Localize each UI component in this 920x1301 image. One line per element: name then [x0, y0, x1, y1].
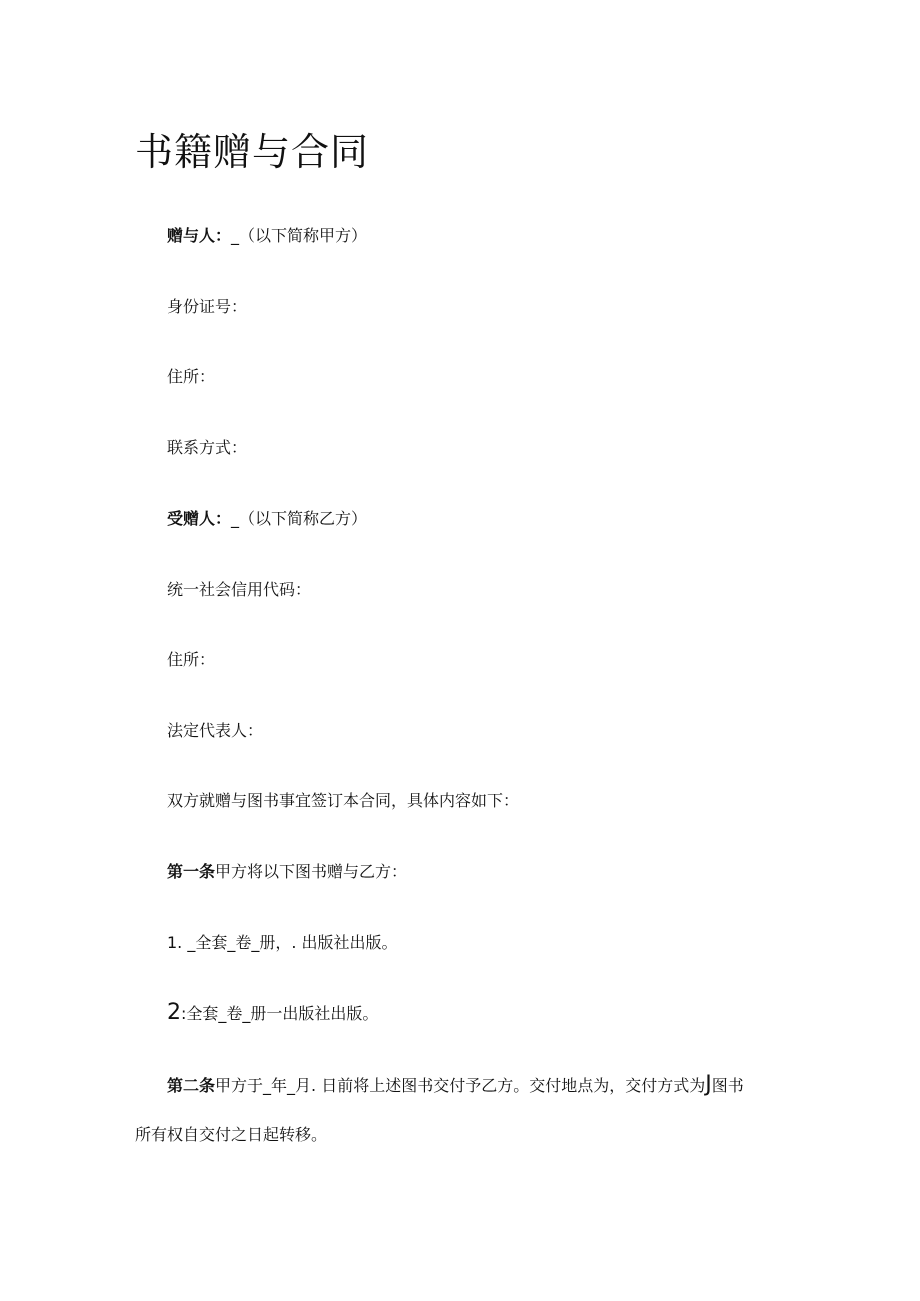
article-2-heading: 第二条 — [167, 1076, 216, 1095]
article-1-heading: 第一条 — [167, 862, 216, 881]
intro-paragraph: 双方就赠与图书事宜签订本合同，具体内容如下： — [167, 791, 520, 810]
article-1-text: 甲方将以下图书赠与乙方： — [215, 862, 408, 881]
article-2-line-1 — [167, 1073, 744, 1098]
donee-line — [167, 507, 367, 531]
article-2-text-b: 图书 — [711, 1076, 744, 1095]
donee-legal-rep-line: 法定代表人： — [167, 721, 264, 740]
article-1-item-2-text: :全套_卷_册一出版社出版。 — [181, 1004, 379, 1023]
article-1-item-1: 1. _全套_卷_册，. 出版社出版。 — [167, 933, 398, 952]
donee-value: _（以下简称乙方） — [231, 509, 368, 528]
donor-contact-line: 联系方式： — [167, 438, 248, 457]
article-1-item-2-number: 2 — [167, 1000, 181, 1025]
donee-address-line: 住所： — [167, 650, 216, 669]
donor-id-line: 身份证号： — [167, 297, 248, 316]
article-1-line — [167, 860, 407, 884]
donee-label: 受赠人： — [167, 509, 232, 528]
article-1-item-2 — [167, 1001, 378, 1026]
donor-label: 赠与人： — [167, 226, 232, 245]
document-title: 书籍赠与合同 — [135, 130, 370, 174]
donee-credit-code-line: 统一社会信用代码： — [167, 580, 312, 599]
article-2-line-2: 所有权自交付之日起转移。 — [135, 1125, 328, 1144]
article-2-text-a: 甲方于_年_月. 日前将上述图书交付予乙方。交付地点为，交付方式为 — [215, 1076, 706, 1095]
donor-address-line: 住所： — [167, 367, 216, 386]
donor-value: _（以下简称甲方） — [231, 226, 368, 245]
article-2-text-big-j: J — [705, 1072, 712, 1097]
donor-line — [167, 224, 367, 248]
